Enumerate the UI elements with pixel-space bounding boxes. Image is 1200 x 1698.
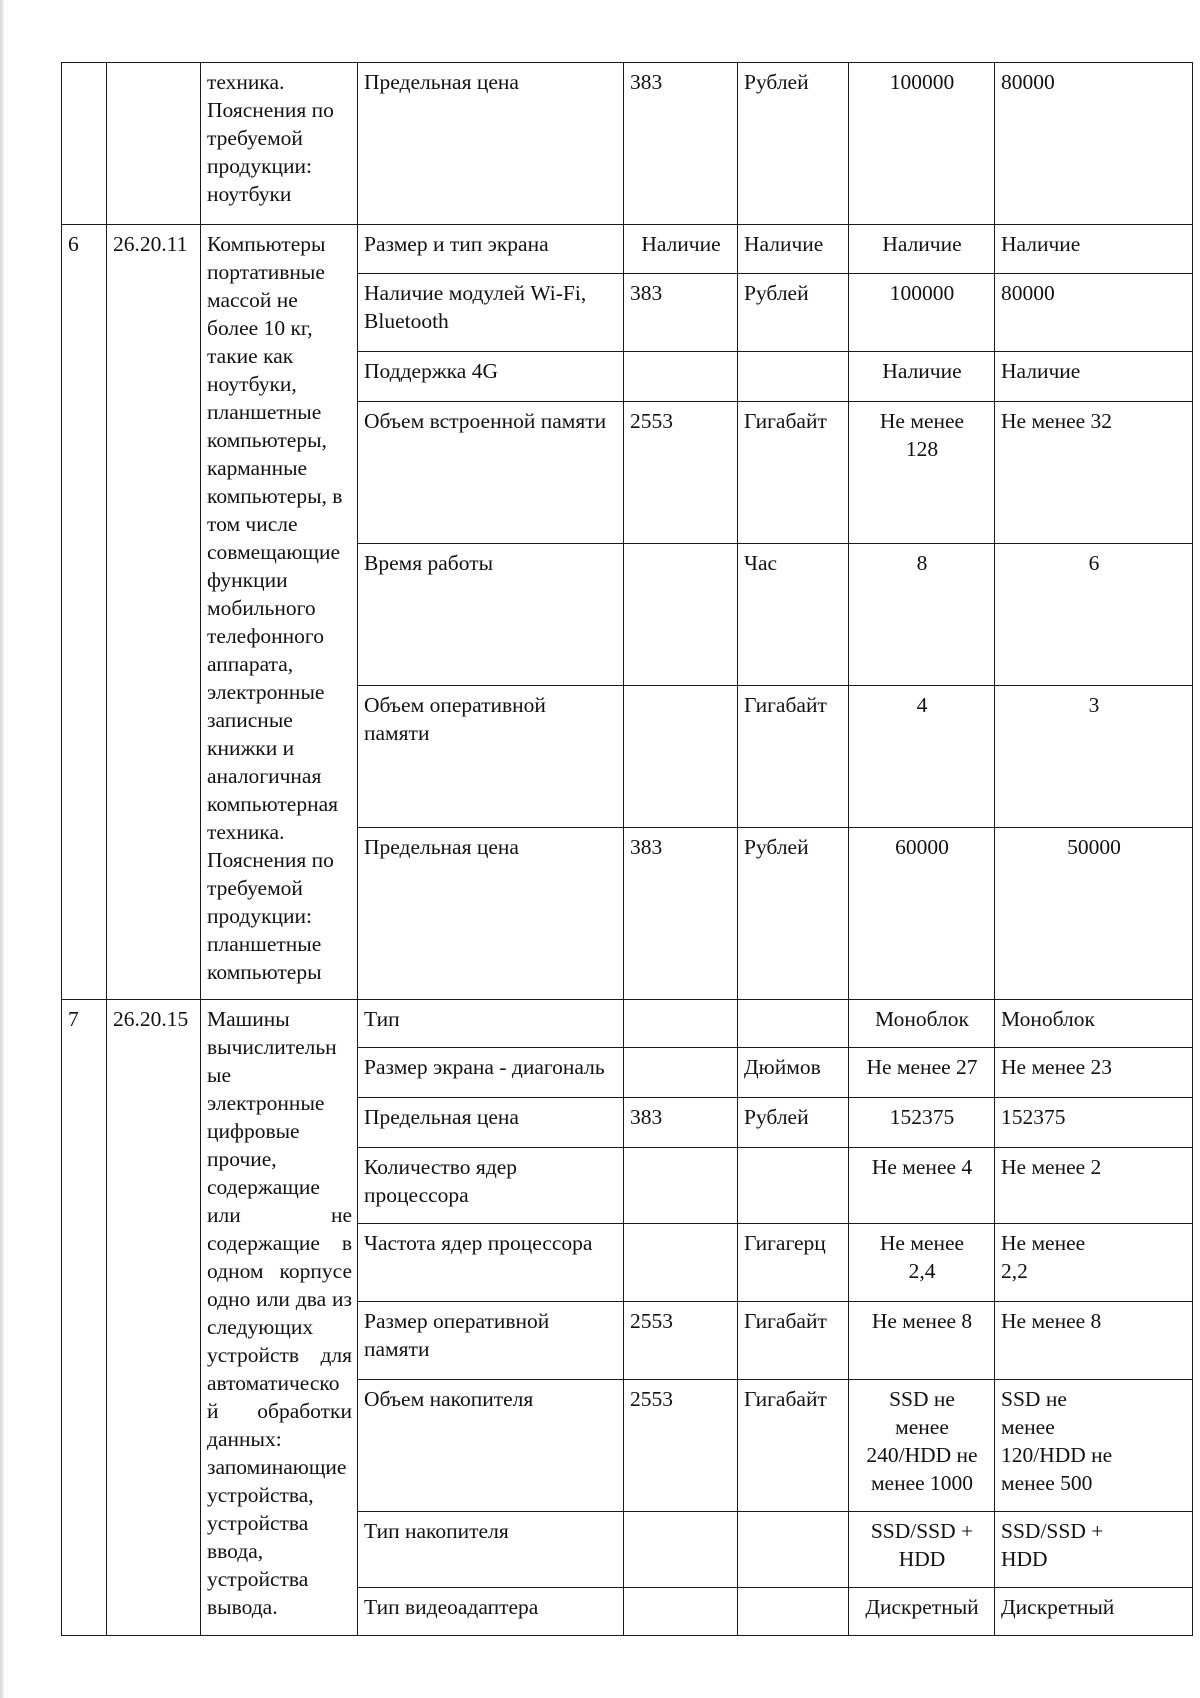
okei-code: 2553 [624,1380,738,1512]
characteristic-name: Объем оперативной памяти [358,686,624,828]
value-category-2: 50000 [995,828,1193,1000]
row-number [62,63,107,225]
okei-code [624,1148,738,1224]
okei-code [624,544,738,686]
value-category-2: 80000 [995,274,1193,352]
unit-name [738,1000,849,1048]
unit-name [738,352,849,402]
unit-name: Дюймов [738,1048,849,1098]
okei-code: 2553 [624,1302,738,1380]
value-category-2: SSD/SSD + HDD [995,1512,1193,1588]
characteristic-name: Наличие модулей Wi-Fi, Bluetooth [358,274,624,352]
product-description: техника. Пояснения по требуемой продукции: ноутбуки [201,63,358,225]
okei-code [624,352,738,402]
okei-code: 2553 [624,402,738,544]
value-category-2: Не менее 2 [995,1148,1193,1224]
value-category-2: Моноблок [995,1000,1193,1048]
value-category-1: Наличие [849,225,995,274]
value-category-1: 8 [849,544,995,686]
value-category-1: 4 [849,686,995,828]
okei-code: Наличие [624,225,738,274]
characteristic-name: Тип видеоадаптера [358,1588,624,1636]
unit-name: Наличие [738,225,849,274]
characteristic-name: Поддержка 4G [358,352,624,402]
value-category-2: Не менее 2,2 [995,1224,1193,1302]
value-category-2: Наличие [995,225,1193,274]
characteristic-name: Предельная цена [358,63,624,225]
characteristic-name: Частота ядер процессора [358,1224,624,1302]
unit-name: Гигабайт [738,1380,849,1512]
value-category-2: 80000 [995,63,1193,225]
value-category-1: Моноблок [849,1000,995,1048]
value-category-2: Наличие [995,352,1193,402]
scan-edge [0,0,4,1698]
value-category-1: 152375 [849,1098,995,1148]
table-row [62,1000,1193,1048]
okei-code: 383 [624,63,738,225]
characteristic-name: Предельная цена [358,828,624,1000]
unit-name: Рублей [738,1098,849,1148]
characteristic-name: Тип [358,1000,624,1048]
specification-table [61,62,1193,1636]
value-category-1: Дискретный [849,1588,995,1636]
value-category-2: 3 [995,686,1193,828]
unit-name: Гигабайт [738,1302,849,1380]
value-category-2: Не менее 23 [995,1048,1193,1098]
value-category-2: Дискретный [995,1588,1193,1636]
value-category-2: Не менее 8 [995,1302,1193,1380]
unit-name: Рублей [738,828,849,1000]
okei-code [624,686,738,828]
characteristic-name: Объем встроенной памяти [358,402,624,544]
unit-name: Рублей [738,274,849,352]
value-category-1: 100000 [849,63,995,225]
value-category-1: SSD не менее 240/HDD не менее 1000 [849,1380,995,1512]
value-category-1: SSD/SSD + HDD [849,1512,995,1588]
product-description: Компьютеры портативные массой не более 10 кг, такие как ноутбуки, планшетные компьютеры, карманные компьютеры, в том числе совмещающие функции мобильного телефонного аппарата, электронные записные книжки и аналогичная компьютерная техника. Пояснения по требуемой продукции: планшетные компьютеры [201,225,358,1000]
okpd-code: 26.20.15 [107,1000,201,1636]
row-number: 6 [62,225,107,1000]
characteristic-name: Предельная цена [358,1098,624,1148]
value-category-1: Не менее 27 [849,1048,995,1098]
okei-code [624,1000,738,1048]
value-category-1: Наличие [849,352,995,402]
okei-code: 383 [624,1098,738,1148]
characteristic-name: Объем накопителя [358,1380,624,1512]
characteristic-name: Размер экрана - диагональ [358,1048,624,1098]
okei-code [624,1048,738,1098]
value-category-1: Не менее 2,4 [849,1224,995,1302]
okpd-code: 26.20.11 [107,225,201,1000]
value-category-1: 60000 [849,828,995,1000]
table-row [62,63,1193,225]
okei-code [624,1224,738,1302]
value-category-1: Не менее 128 [849,402,995,544]
value-category-1: Не менее 4 [849,1148,995,1224]
table-body [62,63,1193,1636]
unit-name: Гигабайт [738,402,849,544]
characteristic-name: Тип накопителя [358,1512,624,1588]
unit-name: Гигабайт [738,686,849,828]
unit-name: Гигагерц [738,1224,849,1302]
characteristic-name: Время работы [358,544,624,686]
characteristic-name: Количество ядер процессора [358,1148,624,1224]
value-category-1: 100000 [849,274,995,352]
value-category-2: SSD не менее 120/HDD не менее 500 [995,1380,1193,1512]
okei-code: 383 [624,274,738,352]
unit-name [738,1148,849,1224]
unit-name [738,1512,849,1588]
characteristic-name: Размер и тип экрана [358,225,624,274]
okpd-code [107,63,201,225]
value-category-2: 6 [995,544,1193,686]
row-number: 7 [62,1000,107,1636]
okei-code [624,1588,738,1636]
unit-name: Рублей [738,63,849,225]
unit-name [738,1588,849,1636]
okei-code [624,1512,738,1588]
value-category-2: 152375 [995,1098,1193,1148]
table-row [62,225,1193,274]
value-category-1: Не менее 8 [849,1302,995,1380]
product-description: Машины вычислительн ые электронные цифровые прочие, содержащие или не содержащие в одном корпусе одно или два из следующих устройств для автоматическо й обработки данных: запоминающие устройства, устройства ввода, устройства вывода. [201,1000,358,1636]
okei-code: 383 [624,828,738,1000]
unit-name: Час [738,544,849,686]
value-category-2: Не менее 32 [995,402,1193,544]
characteristic-name: Размер оперативной памяти [358,1302,624,1380]
